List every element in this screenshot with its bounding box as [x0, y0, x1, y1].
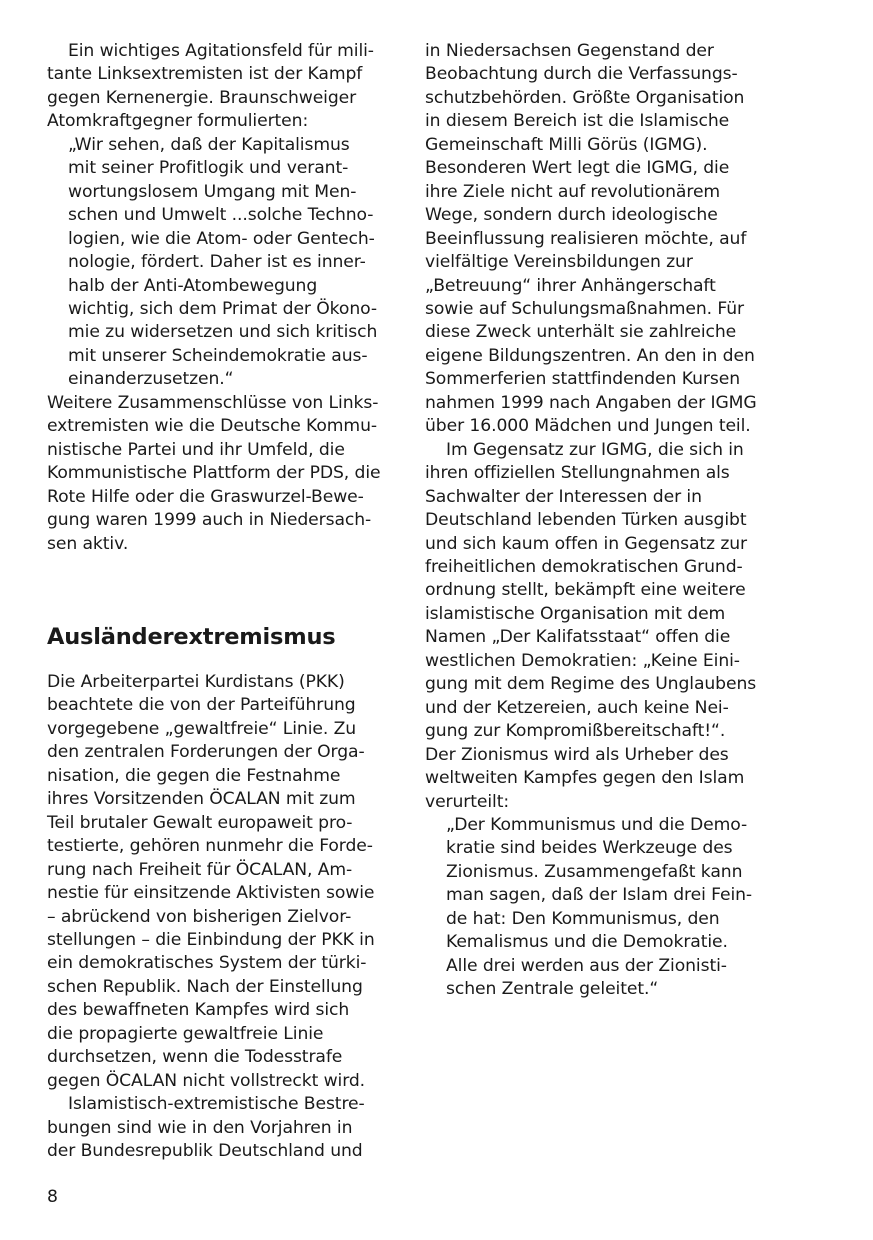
- text-line: schen Zentrale geleitet.“: [446, 979, 659, 1000]
- text-line: mit seiner Profitlogik und verant-: [68, 158, 349, 179]
- text-line: vorgegebene „gewaltfreie“ Linie. Zu: [47, 718, 357, 739]
- right-column: [425, 40, 780, 1002]
- text-line: Kommunistische Plattform der PDS, die: [47, 463, 381, 484]
- paragraph-agitation: [47, 40, 397, 134]
- text-line: Wege, sondern durch ideologische: [425, 205, 718, 226]
- text-line: de hat: Den Kommunismus, den: [446, 908, 720, 929]
- quote-atomkraftgegner: [47, 134, 397, 392]
- text-line: Gemeinschaft Milli Görüs (IGMG).: [425, 134, 708, 155]
- text-line: einanderzusetzen.“: [68, 369, 234, 390]
- text-line: Beobachtung durch die Verfassungs-: [425, 64, 738, 85]
- text-line: nologie, fördert. Daher ist es inner-: [68, 252, 366, 273]
- text-line: vielfältige Vereinsbildungen zur: [425, 252, 693, 273]
- text-line: freiheitlichen demokratischen Grund-: [425, 556, 743, 577]
- text-line: beachtete die von der Parteiführung: [47, 695, 356, 716]
- text-line: westlichen Demokratien: „Keine Eini-: [425, 650, 740, 671]
- text-line: gung mit dem Regime des Unglaubens: [425, 674, 757, 695]
- text-line: stellungen – die Einbindung der PKK in: [47, 929, 375, 950]
- text-line: gegen Kernenergie. Braunschweiger: [47, 87, 357, 108]
- text-line: Namen „Der Kalifatsstaat“ offen die: [425, 627, 731, 648]
- text-line: kratie sind beides Werkzeuge des: [446, 838, 733, 859]
- text-line: Alle drei werden aus der Zionisti-: [446, 955, 727, 976]
- text-line: Rote Hilfe oder die Graswurzel-Bewe-: [47, 486, 364, 507]
- section-gap: [47, 556, 397, 623]
- text-line: sen aktiv.: [47, 533, 129, 554]
- text-line: diese Zweck unterhält sie zahlreiche: [425, 322, 737, 343]
- text-line: „Der Kommunismus und die Demo-: [446, 814, 748, 835]
- text-line: der Bundesrepublik Deutschland und: [47, 1141, 363, 1162]
- text-line: Sachwalter der Interessen der in: [425, 486, 702, 507]
- text-line: Deutschland lebenden Türken ausgibt: [425, 510, 747, 531]
- text-line: über 16.000 Mädchen und Jungen teil.: [425, 416, 751, 437]
- text-line: Der Zionismus wird als Urheber des: [425, 744, 729, 765]
- text-line: testierte, gehören nunmehr die Forde-: [47, 836, 373, 857]
- text-line: Beeinflussung realisieren möchte, auf: [425, 228, 747, 249]
- text-line: Atomkraftgegner formulierten:: [47, 111, 309, 132]
- text-line: und sich kaum offen in Gegensatz zur: [425, 533, 748, 554]
- text-line: schen und Umwelt ...solche Techno-: [68, 205, 374, 226]
- text-line: sowie auf Schulungsmaßnahmen. Für: [425, 298, 745, 319]
- text-line: „Wir sehen, daß der Kapitalismus: [68, 134, 350, 155]
- text-line: nisation, die gegen die Festnahme: [47, 765, 341, 786]
- text-line: man sagen, daß der Islam drei Fein-: [446, 885, 753, 906]
- text-line: die propagierte gewaltfreie Linie: [47, 1023, 324, 1044]
- text-line: in diesem Bereich ist die Islamische: [425, 111, 730, 132]
- text-line: – abrückend von bisherigen Zielvor-: [47, 906, 352, 927]
- text-line: Im Gegensatz zur IGMG, die sich in: [446, 439, 744, 460]
- text-line: Kemalismus und die Demokratie.: [446, 932, 728, 953]
- text-line: Teil brutaler Gewalt europaweit pro-: [47, 812, 353, 833]
- text-line: schen Republik. Nach der Einstellung: [47, 976, 363, 997]
- text-line: tante Linksextremisten ist der Kampf: [47, 64, 363, 85]
- text-line: Ein wichtiges Agitationsfeld für mili-: [68, 41, 374, 61]
- text-line: in Niedersachsen Gegenstand der: [425, 41, 714, 61]
- text-line: Die Arbeiterpartei Kurdistans (PKK): [47, 671, 345, 692]
- text-line: den zentralen Forderungen der Orga-: [47, 742, 365, 763]
- paragraph-pkk: [47, 671, 397, 1093]
- text-line: mie zu widersetzen und sich kritisch: [68, 322, 378, 343]
- text-line: eigene Bildungszentren. An den in den: [425, 345, 755, 366]
- text-line: bungen sind wie in den Vorjahren in: [47, 1117, 353, 1138]
- text-line: halb der Anti-Atombewegung: [68, 275, 318, 296]
- text-line: mit unserer Scheindemokratie aus-: [68, 345, 368, 366]
- text-line: „Betreuung“ ihrer Anhängerschaft: [425, 275, 716, 296]
- quote-kalifatsstaat: [425, 814, 780, 1002]
- text-line: Besonderen Wert legt die IGMG, die: [425, 158, 730, 179]
- text-line: ihre Ziele nicht auf revolutionärem: [425, 181, 721, 202]
- text-line: Weitere Zusammenschlüsse von Links-: [47, 392, 379, 413]
- paragraph-kalifatsstaat: [425, 439, 780, 814]
- text-line: gegen ÖCALAN nicht vollstreckt wird.: [47, 1070, 366, 1091]
- text-line: des bewaffneten Kampfes wird sich: [47, 1000, 350, 1021]
- text-line: ihren offiziellen Stellungnahmen als: [425, 463, 730, 484]
- text-line: durchsetzen, wenn die Todesstrafe: [47, 1047, 343, 1068]
- text-line: ordnung stellt, bekämpft eine weitere: [425, 580, 746, 601]
- text-line: rung nach Freiheit für ÖCALAN, Am-: [47, 859, 353, 880]
- text-line: schutzbehörden. Größte Organisation: [425, 87, 745, 108]
- page-number: 8: [47, 1187, 58, 1207]
- text-line: Zionismus. Zusammengefaßt kann: [446, 861, 743, 882]
- paragraph-zusammenschluesse: [47, 392, 397, 556]
- text-line: verurteilt:: [425, 791, 510, 812]
- text-line: Islamistisch-extremistische Bestre-: [68, 1094, 365, 1115]
- text-line: Sommerferien stattfindenden Kursen: [425, 369, 740, 390]
- paragraph-islamistisch: [47, 1093, 397, 1163]
- text-line: logien, wie die Atom- oder Gentech-: [68, 228, 375, 249]
- text-line: wortungslosem Umgang mit Men-: [68, 181, 357, 202]
- text-line: ihres Vorsitzenden ÖCALAN mit zum: [47, 789, 356, 810]
- text-line: gung waren 1999 auch in Niedersach-: [47, 510, 372, 531]
- text-line: wichtig, sich dem Primat der Ökono-: [68, 298, 377, 319]
- text-line: islamistische Organisation mit dem: [425, 603, 726, 624]
- text-line: weltweiten Kampfes gegen den Islam: [425, 768, 745, 789]
- text-line: nestie für einsitzende Aktivisten sowie: [47, 883, 375, 904]
- left-column: [47, 40, 397, 1163]
- text-line: ein demokratisches System der türki-: [47, 953, 367, 974]
- text-line: nistische Partei und ihr Umfeld, die: [47, 439, 345, 460]
- text-line: und der Ketzereien, auch keine Nei-: [425, 697, 729, 718]
- text-line: extremisten wie die Deutsche Kommu-: [47, 416, 377, 437]
- text-line: gung zur Kompromißbereitschaft!“.: [425, 721, 726, 742]
- text-line: nahmen 1999 nach Angaben der IGMG: [425, 392, 757, 413]
- section-heading: Ausländerextremismus: [47, 623, 336, 650]
- paragraph-verfassungsschutz: [425, 40, 780, 439]
